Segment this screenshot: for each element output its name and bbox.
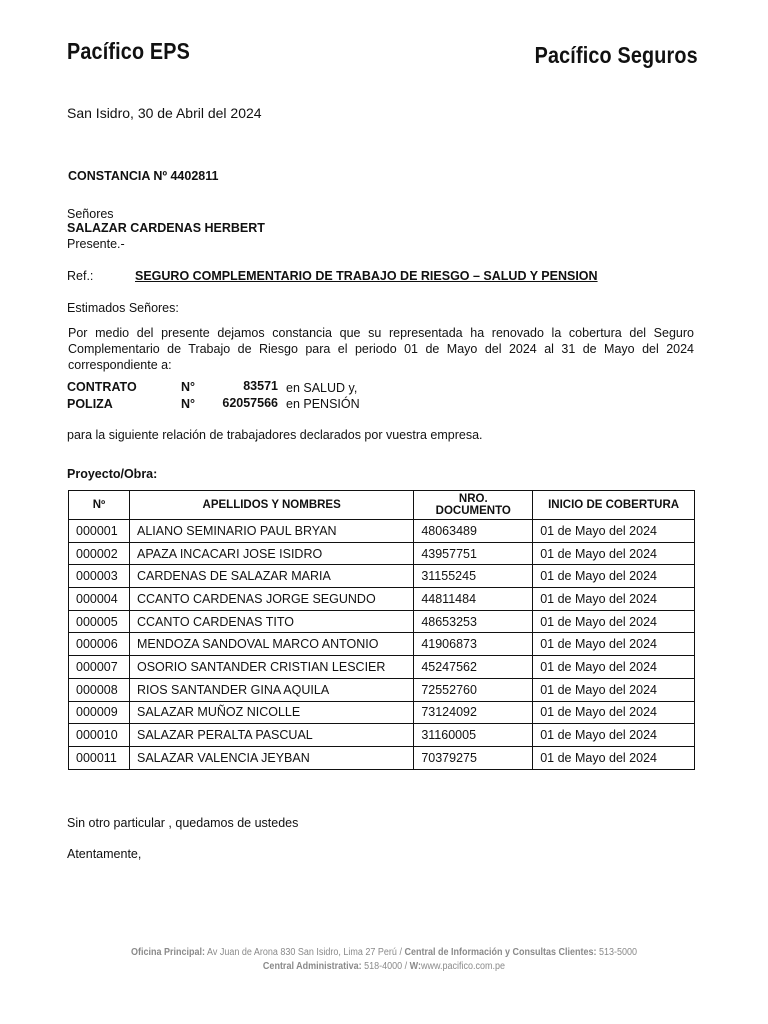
- greeting: Estimados Señores:: [67, 301, 179, 315]
- row-document: 48063489: [414, 520, 533, 543]
- row-name: MENDOZA SANDOVAL MARCO ANTONIO: [129, 633, 413, 656]
- table-row: [69, 746, 695, 769]
- row-coverage-start: 01 de Mayo del 2024: [533, 678, 695, 701]
- footer-line-1: [38, 947, 729, 958]
- row-document: 48653253: [414, 610, 533, 633]
- ref-label: Ref.:: [67, 269, 94, 283]
- body-line-2: Complementario de Trabajo de Riesgo para el periodo 01 de Mayo del 2024 al 31 de Mayo del 2024: [68, 342, 694, 356]
- row-document: 73124092: [414, 701, 533, 724]
- row-document: 31155245: [414, 565, 533, 588]
- footer-web-url: www.pacifico.com.pe: [421, 961, 506, 972]
- project-label: Proyecto/Obra:: [67, 467, 158, 481]
- contract-label: CONTRATO: [67, 380, 137, 394]
- body-line-1: Por medio del presente dejamos constancia que su representada ha renovado la cobertura del Seguro: [68, 326, 694, 340]
- table-row: [69, 542, 695, 565]
- row-coverage-start: 01 de Mayo del 2024: [533, 610, 695, 633]
- table-row: [69, 610, 695, 633]
- date-line: San Isidro, 30 de Abril del 2024: [67, 105, 262, 121]
- row-coverage-start: 01 de Mayo del 2024: [533, 746, 695, 769]
- poliza-no: N°: [181, 397, 196, 411]
- poliza-number: 62057566: [222, 396, 278, 410]
- table-row: [69, 656, 695, 679]
- row-number: 000010: [69, 724, 130, 747]
- row-number: 000001: [69, 520, 130, 543]
- footer-line-2: [38, 961, 729, 972]
- row-name: CARDENAS DE SALAZAR MARIA: [129, 565, 413, 588]
- recipient-name: SALAZAR CARDENAS HERBERT: [67, 221, 265, 235]
- table-row: [69, 588, 695, 611]
- recipient-presente: Presente.-: [67, 237, 125, 251]
- row-name: CCANTO CARDENAS TITO: [129, 610, 413, 633]
- row-coverage-start: 01 de Mayo del 2024: [533, 724, 695, 747]
- table-row: [69, 565, 695, 588]
- footer-office-label: Oficina Principal:: [130, 947, 205, 958]
- row-document: 44811484: [414, 588, 533, 611]
- row-name: SALAZAR PERALTA PASCUAL: [129, 724, 413, 747]
- row-number: 000004: [69, 588, 130, 611]
- row-number: 000007: [69, 656, 130, 679]
- footer-info-phone: 513-5000: [599, 947, 638, 958]
- contract-number: 83571: [243, 379, 278, 393]
- row-number: 000008: [69, 678, 130, 701]
- header-coverage-start: INICIO DE COBERTURA: [533, 491, 695, 520]
- table-row: [69, 633, 695, 656]
- row-number: 000011: [69, 746, 130, 769]
- footer-web-label: W:: [409, 961, 422, 972]
- footer-separator: /: [404, 961, 408, 972]
- table-row: [69, 701, 695, 724]
- poliza-label: POLIZA: [67, 397, 113, 411]
- row-coverage-start: 01 de Mayo del 2024: [533, 565, 695, 588]
- row-name: SALAZAR MUÑOZ NICOLLE: [129, 701, 413, 724]
- row-name: APAZA INCACARI JOSE ISIDRO: [129, 542, 413, 565]
- closing-text: Sin otro particular , quedamos de ustedes: [67, 816, 299, 830]
- recipient-salutation: Señores: [67, 207, 114, 221]
- row-document: 43957751: [414, 542, 533, 565]
- body-line-3: correspondiente a:: [68, 358, 172, 372]
- row-number: 000005: [69, 610, 130, 633]
- row-coverage-start: 01 de Mayo del 2024: [533, 520, 695, 543]
- workers-table: [68, 490, 695, 770]
- contract-no: N°: [181, 380, 196, 394]
- row-document: 72552760: [414, 678, 533, 701]
- footer-admin-label: Central Administrativa:: [262, 961, 362, 972]
- row-coverage-start: 01 de Mayo del 2024: [533, 542, 695, 565]
- row-number: 000003: [69, 565, 130, 588]
- brand-pacifico-eps: Pacífico EPS: [67, 38, 191, 64]
- row-name: RIOS SANTANDER GINA AQUILA: [129, 678, 413, 701]
- row-coverage-start: 01 de Mayo del 2024: [533, 633, 695, 656]
- footer-info-label: Central de Información y Consultas Clientes:: [404, 947, 597, 958]
- footer-admin-phone: 518-4000: [364, 961, 403, 972]
- constancia-number: CONSTANCIA Nº 4402811: [68, 169, 219, 183]
- row-document: 31160005: [414, 724, 533, 747]
- header-document: NRO. DOCUMENTO: [414, 491, 533, 520]
- row-name: ALIANO SEMINARIO PAUL BRYAN: [129, 520, 413, 543]
- row-name: OSORIO SANTANDER CRISTIAN LESCIER: [129, 656, 413, 679]
- row-name: SALAZAR VALENCIA JEYBAN: [129, 746, 413, 769]
- row-coverage-start: 01 de Mayo del 2024: [533, 588, 695, 611]
- row-document: 41906873: [414, 633, 533, 656]
- table-row: [69, 520, 695, 543]
- poliza-desc: en PENSIÓN: [286, 397, 360, 411]
- footer-separator: /: [399, 947, 402, 958]
- table-row: [69, 724, 695, 747]
- header-names: APELLIDOS Y NOMBRES: [129, 491, 413, 520]
- brand-pacifico-seguros: Pacífico Seguros: [534, 42, 698, 68]
- signoff-text: Atentamente,: [67, 847, 142, 861]
- row-coverage-start: 01 de Mayo del 2024: [533, 701, 695, 724]
- ref-subject: SEGURO COMPLEMENTARIO DE TRABAJO DE RIESGO – SALUD Y PENSION: [135, 269, 598, 283]
- header-number: Nº: [69, 491, 130, 520]
- row-document: 45247562: [414, 656, 533, 679]
- relation-text: para la siguiente relación de trabajadores declarados por vuestra empresa.: [67, 428, 483, 442]
- row-document: 70379275: [414, 746, 533, 769]
- row-name: CCANTO CARDENAS JORGE SEGUNDO: [129, 588, 413, 611]
- table-header-row: [69, 491, 695, 520]
- footer-office-address: Av Juan de Arona 830 San Isidro, Lima 27 Perú: [206, 947, 397, 958]
- row-number: 000009: [69, 701, 130, 724]
- row-coverage-start: 01 de Mayo del 2024: [533, 656, 695, 679]
- row-number: 000006: [69, 633, 130, 656]
- contract-desc: en SALUD y,: [286, 381, 358, 395]
- table-row: [69, 678, 695, 701]
- row-number: 000002: [69, 542, 130, 565]
